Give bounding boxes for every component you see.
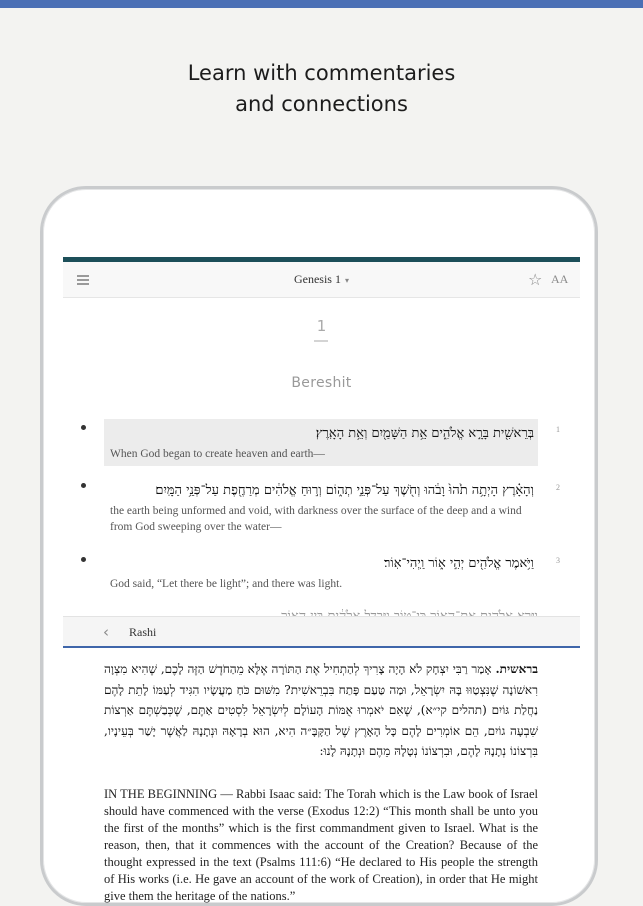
verse-english: When God began to create heaven and earth— [110, 448, 325, 460]
verse-4-peek [104, 608, 538, 616]
headline-line-1: Learn with commentaries [187, 61, 456, 85]
chapter-number: 1 [316, 317, 327, 335]
verse-number: 2 [556, 483, 560, 492]
rashi-english-text: IN THE BEGINNING — Rabbi Isaac said: The Torah which is the Law book of Israel should have commenced with the verse (Exodus 12:2) “This month shall be unto you the first of the months” which is the first commandment given to Israel. What is the reason, then, that it commences with the account of the Creation? Because of the thought expressed in the text (Psalms 111:6) “He declared to His people the strength of His works (i.e. He gave an account of the work of Creation), in order that He might give them the heritage of the nations.” [104, 787, 538, 903]
commentary-title: Rashi [129, 625, 157, 639]
verse-english: God said, “Let there be light”; and there was light. [110, 578, 343, 590]
headline-line-2: and connections [235, 92, 408, 116]
star-icon[interactable]: ☆ [528, 270, 543, 289]
verse-hebrew: וַיֹּ֥אמֶר אֱלֹהִ֖ים יְהִ֣י א֑וֹר וַֽיְהִי־אֽוֹר׃ [384, 556, 534, 571]
verse-1[interactable] [104, 419, 538, 466]
verse-number: 3 [556, 556, 560, 565]
verse-bullet [81, 557, 86, 562]
language-toggle-icon[interactable]: AA [551, 272, 569, 286]
app-screen [63, 257, 580, 903]
parasha-title: Bereshit [291, 375, 352, 391]
commentary-panel-header [63, 616, 580, 646]
verse-2[interactable] [104, 476, 538, 539]
verse-hebrew: וְהָאָ֗רֶץ הָיְתָ֥ה תֹ֙הוּ֙ וָבֹ֔הוּ וְחֹ֖שֶׁךְ עַל־פְּנֵ֣י תְה֑וֹם וְר֣וּחַ אֱלֹהִ֔ים מְרַחֶ֖פֶת עַל־פְּנֵ֥י הַמָּֽיִם׃ [155, 483, 534, 498]
rashi-hebrew-text [104, 659, 538, 762]
verse-bullet [81, 425, 86, 430]
book-title-label: Genesis 1 [293, 272, 341, 286]
back-chevron-icon[interactable]: ‹ [103, 623, 109, 641]
verse-english: the earth being unformed and void, with darkness over the surface of the deep and a wind from God sweeping over the water— [110, 505, 522, 533]
rashi-hebrew-body: אָמַר רַבִּי יִצְחָק לֹא הָיָה צָרִיךְ לְהַתְחִיל אֶת הַתּוֹרָה אֶלָּא מֵהַחֹדֶשׁ הַזֶּה לָכֶם, שֶׁהִיא מִצְוָה רִאשׁוֹנָה שֶׁנִּצְטַוּוּ בָּהּ יִשְׂרָאֵל, וּמַה טַּעַם פָּתַח בִּבְרֵאשִׁית? מִשּׁוּם כֹּחַ מַעֲשָׂיו הִגִּיד לְעַמּוֹ לָתֵת לָהֶם נַחֲלַת גּוֹיִם (תהלים קי״א), שֶׁאִם יֹאמְרוּ אֻמּוֹת הָעוֹלָם לְיִשְׂרָאֵל לִסְטִים אַתֶּם, שֶׁכְּבַשְׁתֶּם אַרְצוֹת שִׁבְעָה גוֹיִם, הֵם אוֹמְרִים לָהֶם כָּל הָאָרֶץ שֶׁל הַקָּבָּ״ה הִיא, הוּא בְרָאָהּ וּנְתָנָהּ לַאֲשֶׁר יָשַׁר בְּעֵינָיו, בִּרְצוֹנוֹ נְתָנָהּ לָהֶם, וּבִרְצוֹנוֹ נְטָלָהּ מֵהֶם וּנְתָנָהּ לָנוּ: [104, 662, 538, 758]
marketing-headline [0, 58, 643, 120]
rashi-lead-word: בראשית. [495, 662, 538, 676]
reader-toolbar [63, 262, 580, 298]
verse-bullet [81, 483, 86, 488]
verse-3[interactable] [104, 549, 538, 596]
book-title-dropdown[interactable] [63, 272, 580, 287]
top-accent-bar [0, 0, 643, 8]
chapter-divider [314, 340, 328, 342]
chevron-down-icon: ▾ [344, 275, 349, 285]
verse-hebrew: בְּרֵאשִׁ֖ית בָּרָ֣א אֱלֹהִ֑ים אֵ֥ת הַשָּׁמַ֖יִם וְאֵ֥ת הָאָֽרֶץ׃ [315, 426, 534, 441]
commentary-divider [63, 646, 580, 648]
verse-number: 1 [556, 425, 560, 434]
